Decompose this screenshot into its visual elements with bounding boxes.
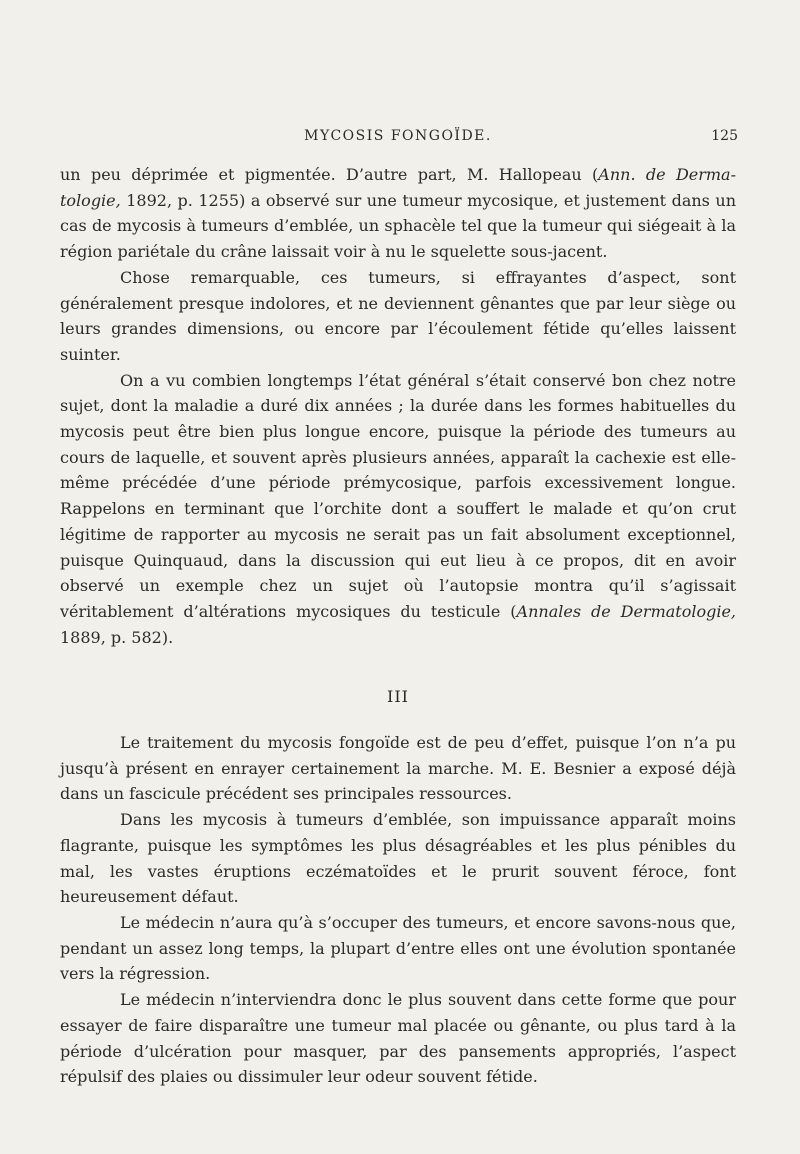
citation-italic: Ann. de Derma-tologie, xyxy=(60,165,737,210)
paragraph xyxy=(60,162,736,265)
body-text xyxy=(60,162,736,1090)
text-run: 1892, p. 1255) a observé sur une tumeur mycosique, et justement dans un cas de mycosis à tumeurs d’emblée, un sphacèle tel que la tumeur qui siégeait à la région pariétale du crâne laissait voir à nu le squelette sous-jacent. xyxy=(60,190,736,262)
page-header xyxy=(58,128,738,148)
paragraph xyxy=(60,910,736,987)
text-run: Chose remarquable, ces tumeurs, si effrayantes d’aspect, sont généralement presque indolores, et ne deviennent gênantes que par leur siège ou leurs grandes dimensions, ou encore par l’écoulement fétide qu’elles laissent suinter. xyxy=(60,267,736,364)
paragraphs-before-section xyxy=(60,162,736,650)
paragraph xyxy=(60,265,736,368)
text-run: Le médecin n’interviendra donc le plus souvent dans cette forme que pour essayer de faire disparaître une tumeur mal placée ou gênante, ou plus tard à la période d’ulcération pour masquer, par des pansements appropriés, l’aspect répulsif des plaies ou dissimuler leur odeur souvent fétide. xyxy=(60,990,736,1087)
paragraphs-after-section xyxy=(60,730,736,1090)
page-number: 125 xyxy=(711,128,738,144)
citation-italic: Annales de Dermatologie, xyxy=(516,601,737,621)
paragraph xyxy=(60,987,736,1090)
text-run: 1889, p. 582). xyxy=(60,627,174,647)
text-run: On a vu combien longtemps l’état général s’était conservé bon chez notre sujet, dont la maladie a duré dix années ; la durée dans les formes habituelles du mycosis peut être bien plus longue encore, puisque la période des tumeurs au cours de laquelle, et souvent après plusieurs années, apparaît la cachexie est elle-même précédée d’une période prémycosique, parfois excessivement longue. Rappelons en terminant que l’orchite dont a souffert le malade et qu’on crut légitime de rapporter au mycosis ne serait pas un fait absolument exceptionnel, puisque Quinquaud, dans la discussion qui eut lieu à ce propos, dit en avoir observé un exemple chez un sujet où l’autopsie montra qu’il s’agissait véritablement d’altérations mycosiques du testicule ( xyxy=(60,370,736,621)
text-run: Le médecin n’aura qu’à s’occuper des tumeurs, et encore savons-nous que, pendant un assez long temps, la plupart d’entre elles ont une évolution spontanée vers la régression. xyxy=(60,912,736,984)
text-run: Dans les mycosis à tumeurs d’emblée, son impuissance apparaît moins flagrante, puisque les symptômes les plus désagréables et les plus pénibles du mal, les vastes éruptions eczématoïdes et le prurit souvent féroce, font heureusement défaut. xyxy=(60,810,736,907)
text-run: Le traitement du mycosis fongoïde est de peu d’effet, puisque l’on n’a pu jusqu’à présent en enrayer certainement la marche. M. E. Besnier a exposé déjà dans un fascicule précédent ses principales ressources. xyxy=(60,733,736,804)
paragraph xyxy=(60,730,736,807)
text-run: un peu déprimée et pigmentée. D’autre part, M. Hallopeau ( xyxy=(60,165,599,184)
running-title: MYCOSIS FONGOÏDE. xyxy=(304,128,492,144)
section-number: III xyxy=(387,687,409,707)
paragraph xyxy=(60,368,736,651)
paragraph xyxy=(60,807,736,910)
